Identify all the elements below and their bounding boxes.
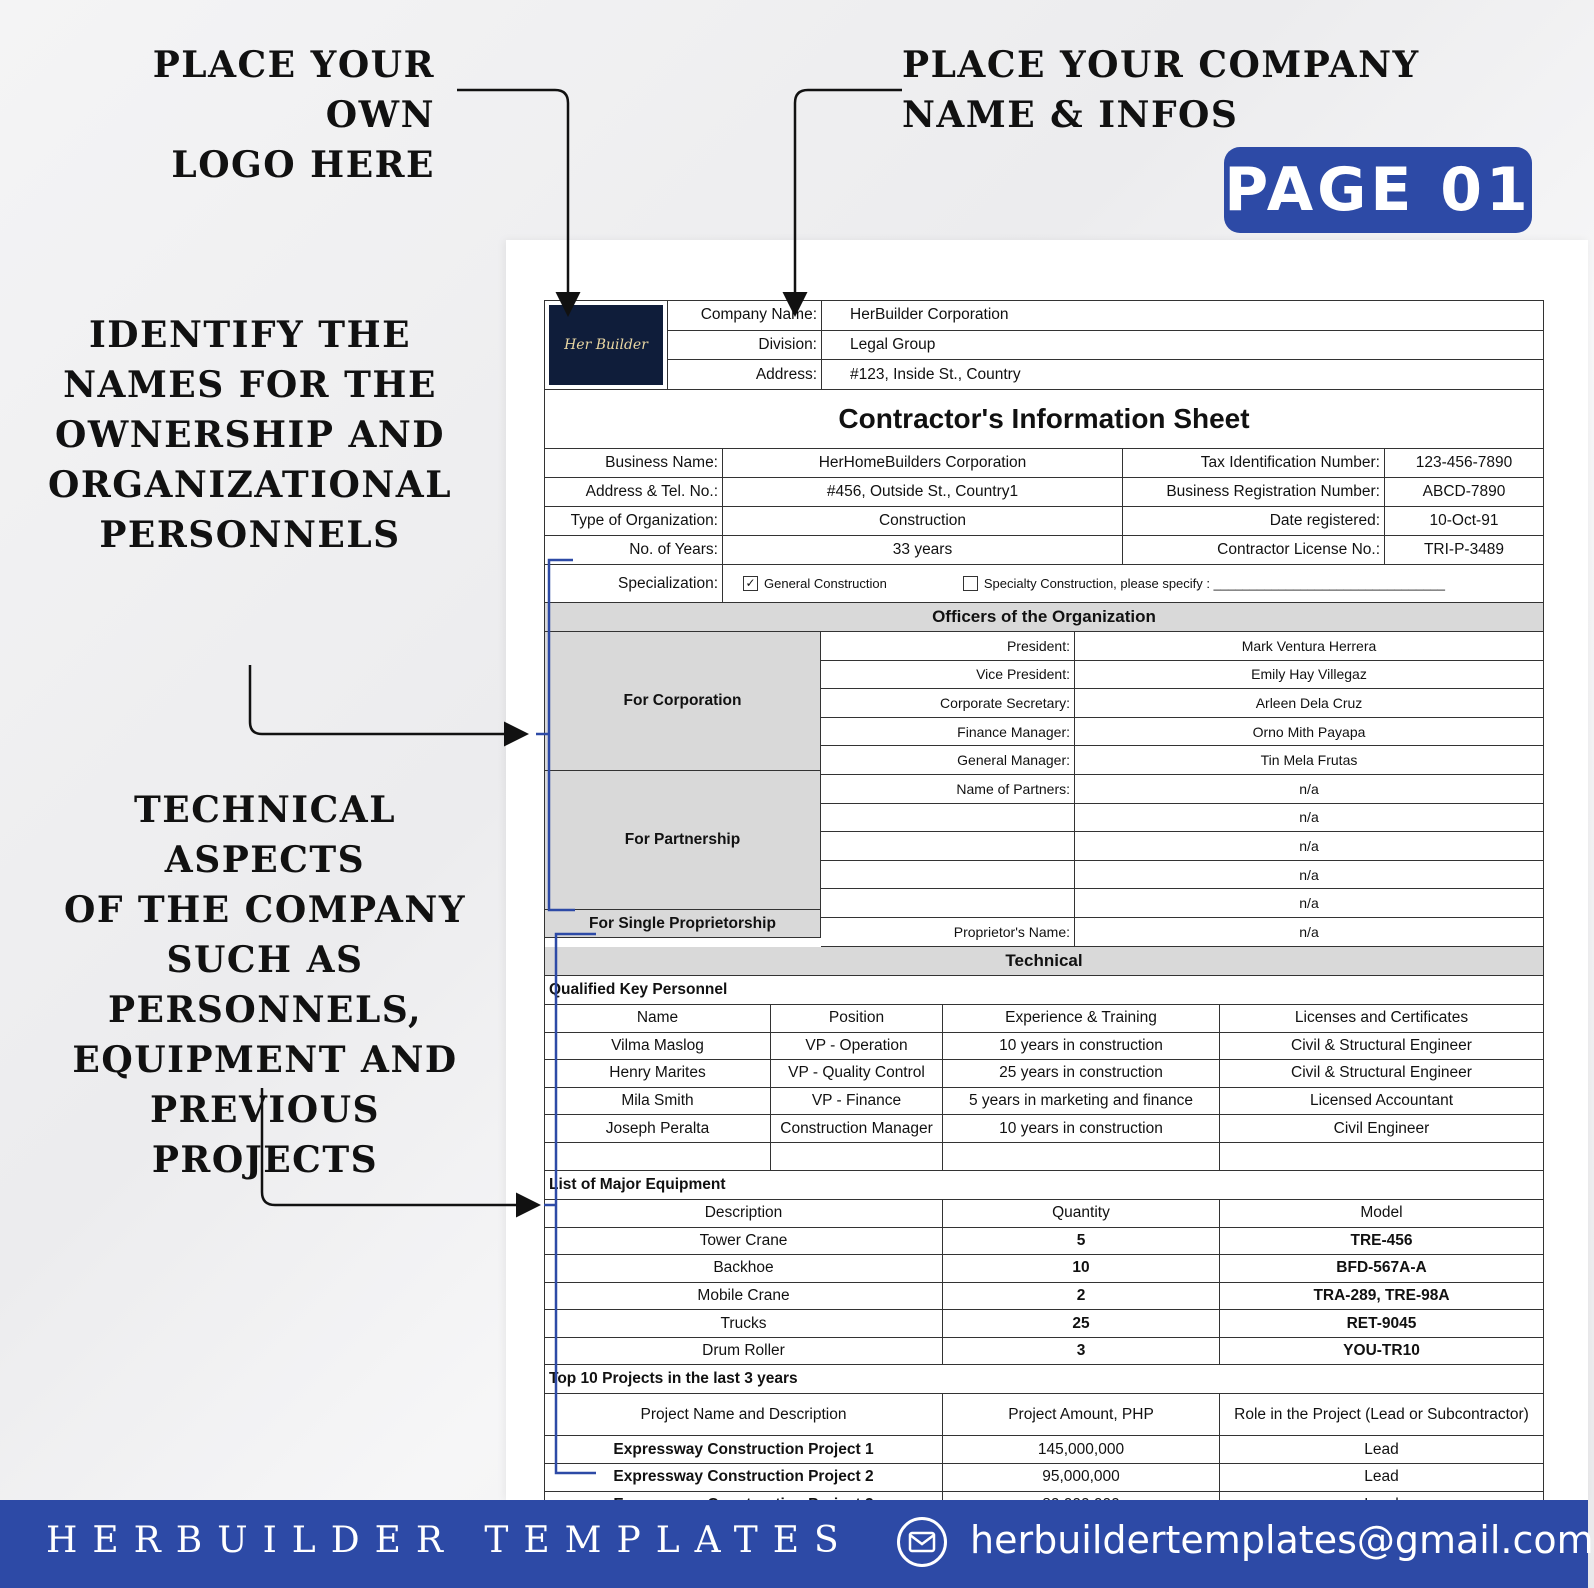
table-cell: Licensed Accountant xyxy=(1309,1092,1454,1110)
officer-role: Proprietor's Name: xyxy=(821,918,1075,946)
officer-role: Name of Partners: xyxy=(821,775,1075,803)
officer-name: n/a xyxy=(1299,895,1319,912)
table-cell: YOU-TR10 xyxy=(1343,1342,1420,1360)
company-logo: Her Builder xyxy=(549,305,663,385)
business-value: 10-Oct-91 xyxy=(1429,512,1499,529)
officer-name: n/a xyxy=(1299,923,1319,940)
officer-name: n/a xyxy=(1299,809,1319,826)
table-cell: Backhoe xyxy=(545,1255,943,1282)
business-value: 33 years xyxy=(723,536,1123,564)
table-cell: Henry Marites xyxy=(545,1060,771,1087)
table-cell: Expressway Construction Project 2 xyxy=(545,1464,943,1491)
officer-name: Emily Hay Villegaz xyxy=(1251,666,1367,683)
table-cell: Mila Smith xyxy=(545,1088,771,1115)
officer-name: Tin Mela Frutas xyxy=(1260,752,1358,769)
table-cell: Drum Roller xyxy=(545,1338,943,1365)
business-label: No. of Years: xyxy=(545,536,723,564)
officer-role: Corporate Secretary: xyxy=(821,689,1075,717)
business-label: Business Registration Number: xyxy=(1123,478,1385,506)
table-cell: 25 years in construction xyxy=(943,1060,1220,1087)
officer-name: n/a xyxy=(1299,866,1319,883)
officer-role: President: xyxy=(821,632,1075,660)
corporation-label: For Corporation xyxy=(545,632,821,771)
table-cell: TRE-456 xyxy=(1350,1231,1413,1249)
company-arrow xyxy=(795,90,902,312)
table-cell: 145,000,000 xyxy=(943,1436,1220,1463)
business-label: Type of Organization: xyxy=(545,507,723,535)
business-label: Business Name: xyxy=(545,449,723,477)
specialty-construction-label: Specialty Construction, please specify : ________________________________ xyxy=(983,576,1445,591)
table-cell: 5 xyxy=(943,1228,1220,1255)
personnel-label: Qualified Key Personnel xyxy=(544,976,1544,1005)
address-label: Address: xyxy=(668,360,822,389)
column-header: Project Amount, PHP xyxy=(943,1394,1220,1435)
officer-role: Finance Manager: xyxy=(821,718,1075,746)
table-cell: Civil & Structural Engineer xyxy=(1291,1064,1472,1082)
company-name-value: HerBuilder Corporation xyxy=(850,306,1009,324)
table-cell: TRA-289, TRE-98A xyxy=(1313,1286,1450,1304)
table-cell: Expressway Construction Project 1 xyxy=(545,1436,943,1463)
technical-section-header: Technical xyxy=(544,947,1544,976)
table-cell: 10 years in construction xyxy=(943,1115,1220,1142)
partnership-label: For Partnership xyxy=(545,771,821,910)
officer-role: General Manager: xyxy=(821,746,1075,774)
table-cell: Civil & Structural Engineer xyxy=(1291,1036,1472,1054)
business-value: TRI-P-3489 xyxy=(1423,541,1505,558)
general-construction-checkbox[interactable]: ✓ xyxy=(743,576,758,591)
table-cell: Construction Manager xyxy=(771,1115,943,1142)
logo-callout: PLACE YOUR OWN LOGO HERE xyxy=(152,44,435,186)
logo-arrow xyxy=(457,90,568,312)
column-header: Licenses and Certificates xyxy=(1294,1009,1469,1027)
column-header: Position xyxy=(771,1005,943,1032)
officer-name: Mark Ventura Herrera xyxy=(1241,637,1377,654)
table-cell: BFD-567A-A xyxy=(1336,1259,1427,1277)
officer-name: Arleen Dela Cruz xyxy=(1255,694,1363,711)
table-cell: VP - Finance xyxy=(771,1088,943,1115)
footer-bar xyxy=(0,1500,1594,1588)
table-cell: 10 xyxy=(943,1255,1220,1282)
table-cell: 10 years in construction xyxy=(943,1033,1220,1060)
business-value: 123-456-7890 xyxy=(1415,454,1513,471)
address-value: #123, Inside St., Country xyxy=(850,365,1021,383)
division-label: Division: xyxy=(668,331,822,360)
mail-icon xyxy=(897,1517,947,1567)
company-callout: PLACE YOUR COMPANY NAME & INFOS xyxy=(902,44,1420,136)
table-cell: VP - Quality Control xyxy=(771,1060,943,1087)
ownership-bracket xyxy=(549,560,575,910)
technical-bracket xyxy=(556,934,596,1473)
business-label: Address & Tel. No.: xyxy=(545,478,723,506)
column-header: Description xyxy=(545,1200,943,1227)
officers-section-header: Officers of the Organization xyxy=(544,603,1544,632)
table-cell: 95,000,000 xyxy=(943,1464,1220,1491)
table-cell: RET-9045 xyxy=(1346,1314,1417,1332)
column-header: Project Name and Description xyxy=(545,1394,943,1435)
business-label: Contractor License No.: xyxy=(1123,536,1385,564)
page-badge: PAGE 01 xyxy=(1224,147,1532,233)
officer-name: n/a xyxy=(1299,780,1319,797)
table-cell: Vilma Maslog xyxy=(545,1033,771,1060)
general-construction-label: General Construction xyxy=(764,576,887,591)
column-header: Quantity xyxy=(943,1200,1220,1227)
table-cell: 3 xyxy=(943,1338,1220,1365)
table-cell: Joseph Peralta xyxy=(545,1115,771,1142)
officer-role: Vice President: xyxy=(821,661,1075,689)
ownership-arrow xyxy=(250,665,524,734)
technical-arrow xyxy=(262,1088,536,1205)
business-value: HerHomeBuilders Corporation xyxy=(723,449,1123,477)
column-header: Model xyxy=(1360,1204,1403,1221)
specialization-label: Specialization: xyxy=(545,565,723,602)
officer-name: n/a xyxy=(1299,837,1319,854)
table-cell: Lead xyxy=(1364,1440,1399,1458)
equipment-label: List of Major Equipment xyxy=(544,1171,1544,1200)
column-header: Name xyxy=(545,1005,771,1032)
table-cell: VP - Operation xyxy=(771,1033,943,1060)
projects-label: Top 10 Projects in the last 3 years xyxy=(544,1365,1544,1394)
company-name-label: Company Name: xyxy=(668,301,822,330)
table-cell: Tower Crane xyxy=(545,1228,943,1255)
sole-proprietorship-label: For Single Proprietorship xyxy=(545,910,821,938)
contact-email[interactable]: herbuildertemplates@gmail.com xyxy=(970,1518,1594,1562)
column-header: Role in the Project (Lead or Subcontractor) xyxy=(1234,1405,1529,1423)
business-label: Date registered: xyxy=(1123,507,1385,535)
table-cell: 2 xyxy=(943,1283,1220,1310)
table-cell: Lead xyxy=(1364,1468,1399,1486)
business-label: Tax Identification Number: xyxy=(1123,449,1385,477)
ownership-callout: IDENTIFY THE NAMES FOR THE OWNERSHIP AND ORGANIZATIONAL PERSONNELS xyxy=(47,314,453,556)
technical-callout: TECHNICAL ASPECTS OF THE COMPANY SUCH AS PERSONNELS, EQUIPMENT AND PREVIOUS PROJECTS xyxy=(63,789,467,1181)
business-value: Construction xyxy=(723,507,1123,535)
sheet-title: Contractor's Information Sheet xyxy=(544,390,1544,449)
business-value: #456, Outside St., Country1 xyxy=(723,478,1123,506)
business-value: ABCD-7890 xyxy=(1422,483,1506,500)
column-header: Experience & Training xyxy=(943,1005,1220,1032)
officer-name: Orno Mith Payapa xyxy=(1252,723,1366,740)
table-cell: Civil Engineer xyxy=(1333,1119,1430,1137)
brand-name: HERBUILDER TEMPLATES xyxy=(46,1520,854,1561)
table-cell: Mobile Crane xyxy=(545,1283,943,1310)
division-value: Legal Group xyxy=(850,336,936,353)
table-cell: Trucks xyxy=(545,1310,943,1337)
table-cell: 5 years in marketing and finance xyxy=(943,1088,1220,1115)
table-cell: 25 xyxy=(943,1310,1220,1337)
